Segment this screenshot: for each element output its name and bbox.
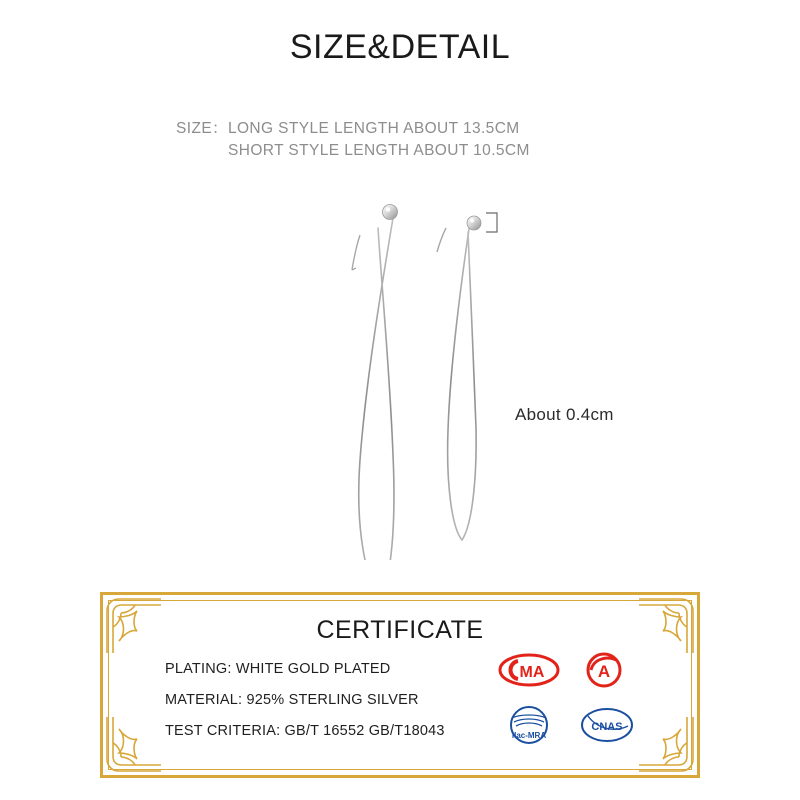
product-illustration — [0, 180, 800, 560]
ilac-mra-logo-text: ilac-MRA — [511, 731, 547, 740]
ilac-mra-logo — [498, 704, 560, 751]
long-threader-earring — [352, 205, 398, 561]
cnas-logo-text: CNAS — [591, 721, 623, 733]
size-label: SIZE： — [176, 120, 228, 137]
size-line-1: LONG STYLE LENGTH ABOUT 13.5CM — [227, 120, 520, 137]
certificate-row-material: MATERIAL: 925% STERLING SILVER — [165, 692, 419, 708]
certificate-details — [165, 654, 445, 747]
size-info — [176, 118, 530, 162]
cqc-logo — [576, 650, 632, 695]
cma-logo-text: MA — [519, 664, 545, 681]
cnas-logo — [576, 704, 638, 751]
measurement-label: About 0.4cm — [515, 405, 614, 424]
size-line-2: SHORT STYLE LENGTH ABOUT 10.5CM — [228, 142, 530, 159]
cma-logo — [498, 650, 560, 695]
certificate-card — [100, 592, 700, 778]
measurement-bracket — [486, 213, 497, 232]
page-title: SIZE&DETAIL — [289, 28, 511, 66]
certificate-title: CERTIFICATE — [316, 616, 484, 644]
corner-ornament-bottom-left — [103, 713, 165, 775]
certificate-row-test-criteria: TEST CRITERIA: GB/T 16552 GB/T18043 — [165, 723, 445, 739]
short-threader-earring — [437, 216, 481, 540]
certificate-row-plating: PLATING: WHITE GOLD PLATED — [165, 661, 391, 677]
certificate-logos — [498, 650, 648, 750]
cqc-logo-text: A — [597, 662, 611, 681]
earrings-graphic — [0, 180, 800, 560]
